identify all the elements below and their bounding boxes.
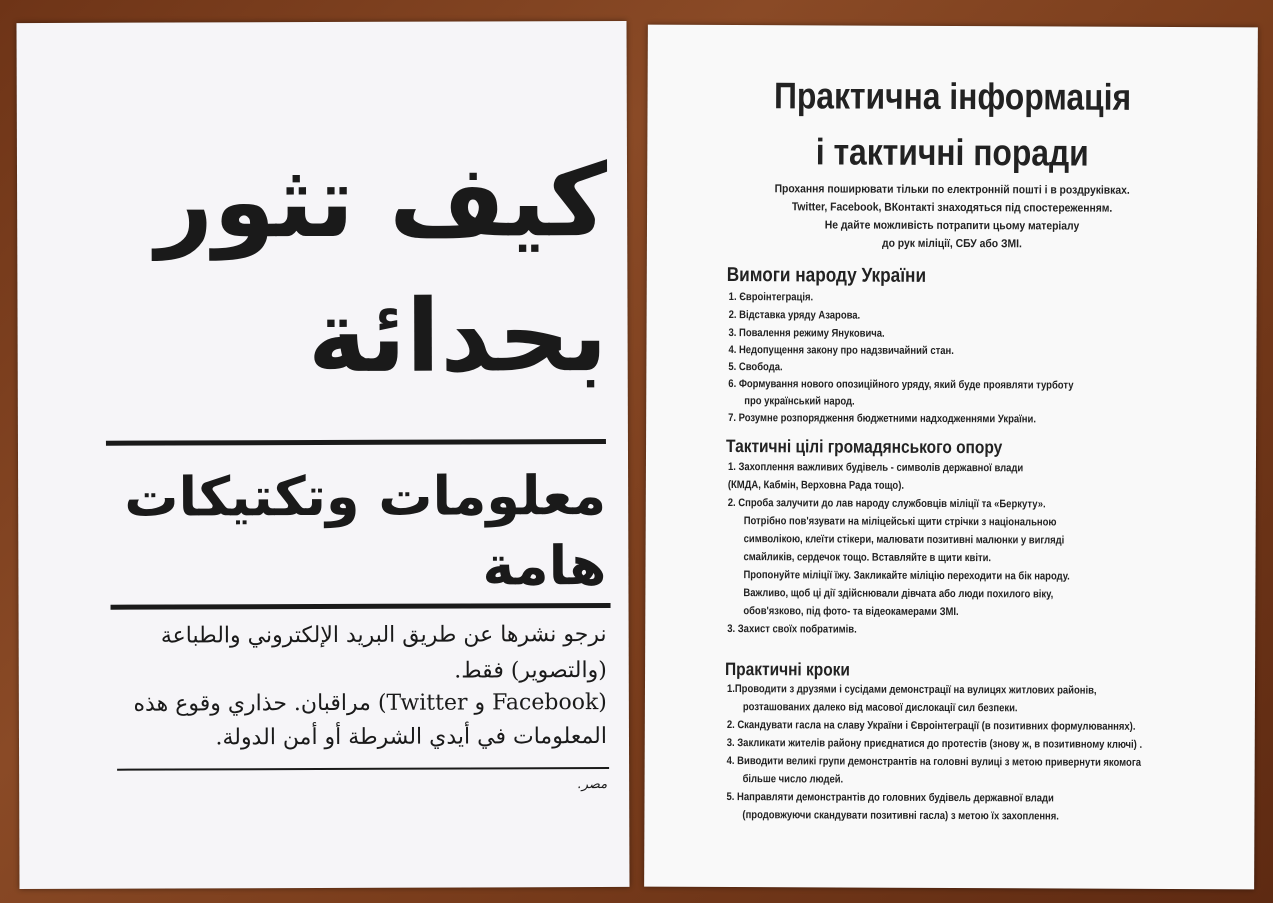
section-heading-demands: Вимоги народу України — [726, 264, 927, 287]
list-item: 5. Свобода. — [728, 361, 783, 374]
list-item: 2. Відставка уряду Азарова. — [728, 309, 861, 322]
arabic-body-line: (Facebook و Twitter) مراقبان. حذاري وقوع هذه — [133, 690, 607, 717]
list-item: Пропонуйте міліції їжу. Закликайте міліцію переходити на бік народу. — [743, 569, 1070, 583]
list-item: Потрібно пов'язувати на міліцейські щити стрічки з національною — [743, 515, 1057, 529]
distribution-note-line: Twitter, Facebook, ВКонтакті знаходяться під спостереженням. — [791, 201, 1113, 215]
distribution-note-line: до рук міліції, СБУ або ЗМІ. — [881, 237, 1022, 251]
list-item: 6. Формування нового опозиційного уряду, який буде проявляти турботу — [728, 378, 1074, 392]
list-item: 1. Захоплення важливих будівель - символів державної влади — [727, 461, 1024, 475]
divider-rule — [106, 439, 606, 446]
arabic-body-line: (والتصوير) فقط. — [454, 658, 607, 684]
ukrainian-flyer — [644, 25, 1258, 890]
arabic-subtitle-line-1: معلومات وتكتيكات — [124, 464, 607, 529]
divider-rule — [111, 603, 611, 610]
list-item: 4. Виводити великі групи демонстрантів на головні вулиці з метою привернути якомога — [726, 755, 1142, 769]
list-item: 3. Захист своїх побратимів. — [727, 623, 857, 636]
list-item: 1.Проводити з друзями і сусідами демонстрації на вулицях житлових районів, — [726, 683, 1097, 697]
distribution-note-line: Не дайте можливість потрапити цьому матеріалу — [824, 219, 1080, 233]
list-item: 4. Недопущення закону про надзвичайний стан. — [728, 344, 954, 358]
list-item: символікою, клеїти стікери, малювати позитивні малюнки у вигляді — [743, 533, 1065, 547]
list-item: 7. Розумне розпорядження бюджетними надходженнями України. — [728, 412, 1037, 426]
distribution-note-line: Прохання поширювати тільки по електронній пошті і в роздруківках. — [774, 183, 1130, 197]
section-heading-tactical-goals: Тактичні цілі громадянського опору — [726, 436, 1003, 458]
list-item: смайликів, сердечок тощо. Вставляйте в щити квіти. — [743, 551, 992, 565]
list-item: 2. Скандувати гасла на славу України і Євроінтеграції (в позитивних формулюваннях). — [726, 719, 1136, 733]
divider-rule — [117, 767, 609, 771]
list-item: 2. Спроба залучити до лав народу службовців міліції та «Беркуту». — [727, 497, 1046, 511]
ukrainian-title-line-1: Практична інформація — [773, 75, 1132, 118]
list-item: 5. Направляти демонстрантів до головних будівель державної влади — [726, 791, 1054, 805]
list-item: про український народ. — [744, 395, 855, 408]
arabic-title-line-2: بحدائة — [307, 277, 608, 396]
list-item: розташованих далеко від масової дислокації сил безпеки. — [742, 701, 1018, 715]
list-item: Важливо, щоб ці дії здійснювали дівчата або люди похилого віку, — [743, 587, 1054, 601]
arabic-subtitle-line-2: هامة — [482, 534, 607, 598]
list-item: (КМДА, Кабмін, Верховна Рада тощо). — [727, 479, 905, 492]
list-item: обов'язково, під фото- та відеокамерами ЗМІ. — [743, 605, 959, 619]
arabic-signature: مصر. — [577, 777, 608, 793]
arabic-body-line: المعلومات في أيدي الشرطة أو أمن الدولة. — [215, 724, 608, 751]
list-item: (продовжуючи скандувати позитивні гасла) з метою їх захоплення. — [742, 809, 1059, 823]
section-heading-practical-steps: Практичні кроки — [725, 659, 851, 680]
arabic-title-line-1: كيف تثور — [155, 142, 608, 261]
list-item: 1. Євроінтеграція. — [728, 291, 814, 304]
ukrainian-title-line-2: і тактичні поради — [815, 131, 1089, 174]
arabic-flyer — [16, 21, 629, 889]
list-item: більше число людей. — [742, 773, 844, 786]
list-item: 3. Закликати жителів району приєднатися до протестів (знову ж, в позитивному ключі) . — [726, 737, 1143, 751]
arabic-body-line: نرجو نشرها عن طريق البريد الإلكتروني والطباعة — [160, 622, 607, 649]
list-item: 3. Повалення режиму Януковича. — [728, 327, 885, 340]
